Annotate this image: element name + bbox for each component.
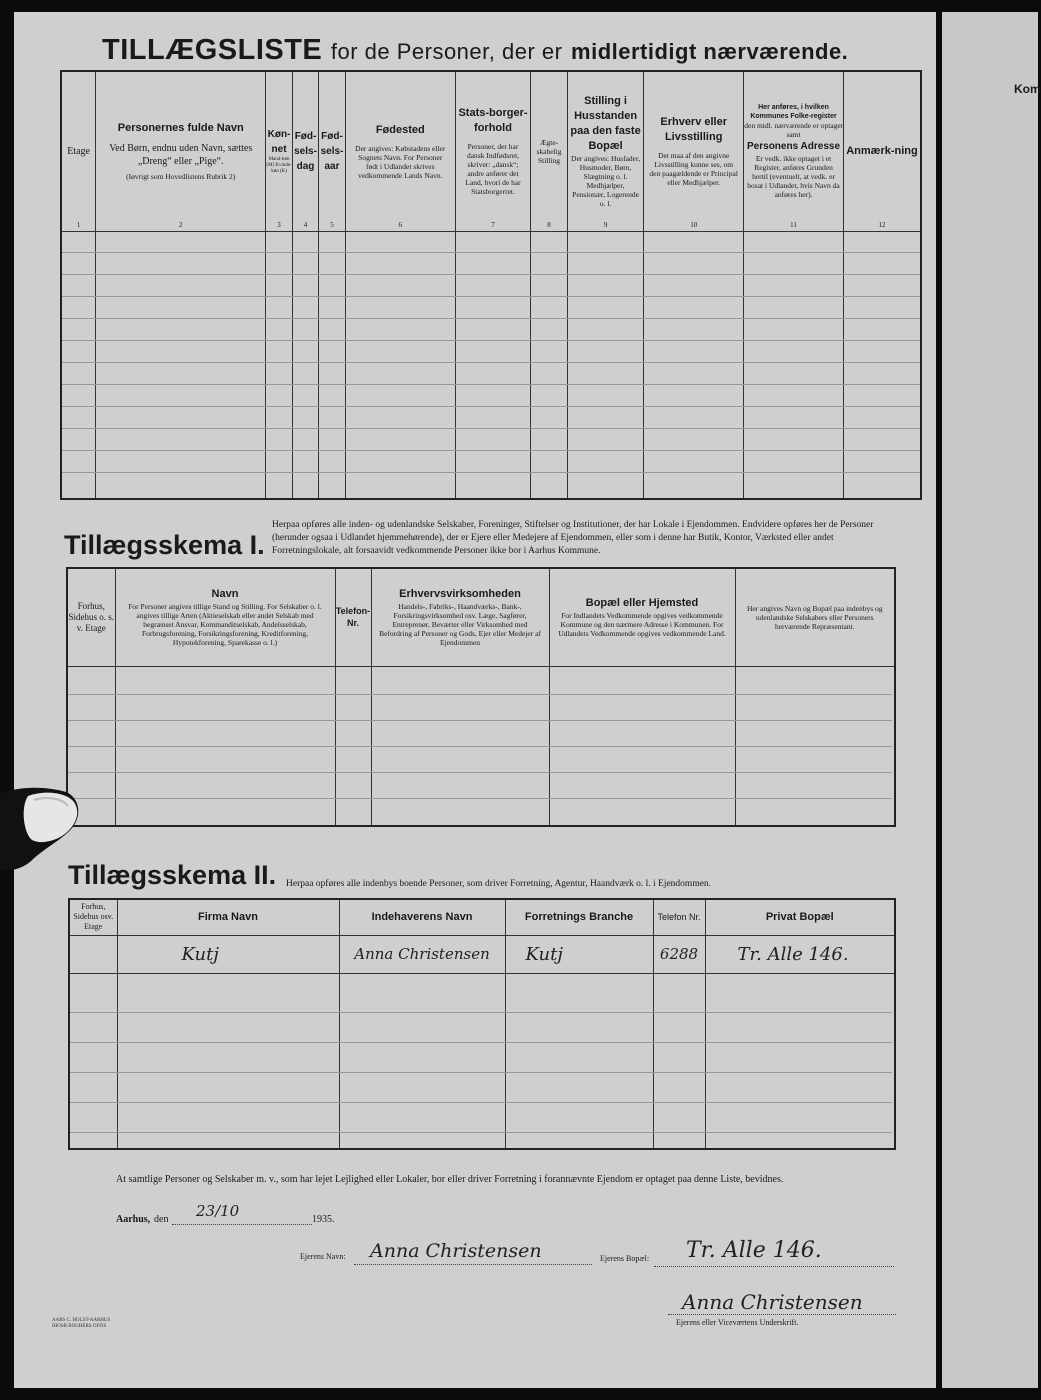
s2-col-bopael: Privat Bopæl: [705, 899, 895, 935]
skema2-title: Tillægsskema II.: [68, 860, 277, 890]
col-marital: Ægte-skabelig Stilling 8: [531, 71, 568, 231]
s2-cell-telefon: 6288: [653, 935, 705, 973]
date-handwritten: 23/10: [196, 1202, 240, 1220]
skema2-description: Herpaa opføres alle indenbys boende Personer, som driver Forretning, Agentur, Haandværk o. l. i Ejendommen.: [286, 879, 712, 889]
skema2-table: [68, 898, 896, 1150]
s1-col-repraesentant: Her angives Navn og Bopæl paa indenbys og udenlandske Selskabers eller Personers herværende Repræsentant.: [735, 568, 895, 666]
s2-col-indehaver: Indehaverens Navn: [339, 899, 505, 935]
s2-cell-bopael: Tr. Alle 146.: [705, 935, 895, 973]
title-mid: for de Personer, der er: [330, 39, 563, 64]
col-gender: Køn-net Mand-køn (M) Kvinde-køn (K) 3: [266, 71, 292, 231]
adjacent-page: [942, 12, 1041, 1388]
col-remarks: Anmærk-ning 12: [843, 71, 921, 231]
skema1-table: [66, 567, 896, 827]
col-etage: Etage 1: [61, 71, 96, 231]
s2-col-telefon: Telefon Nr.: [653, 899, 705, 935]
title-lead: TILLÆGSLISTE: [102, 34, 323, 66]
skema1-title: Tillægsskema I.: [64, 530, 265, 560]
signature-label: Ejerens eller Viceværtens Underskrift.: [676, 1318, 799, 1327]
form-title: [102, 34, 848, 67]
skema1-description: Herpaa opføres alle inden- og udenlandske Selskaber, Foreninger, Stiftelser og Institutioner, der har Lokale i Ejendommen. Endvidere opføres her de Personer (herunder ogsaa i Udlandet hjemmehørende), der er Ejere eller Medejere af Ejendommen, eller som i denne har Butik, Kontor, Værksted eller andet Forretningslokale, alt forsaavidt vedkommende Personer ikke bor i Aarhus Kommune.: [272, 520, 874, 556]
s2-cell-branche: Kutj: [505, 935, 653, 973]
col-full-name: Personernes fulde Navn Ved Børn, endnu uden Navn, sættes „Dreng“ eller „Pige“. (Iøvrigt som Hovedlistens Rubrik 2) 2: [96, 71, 266, 231]
s1-col-etage: Forhus, Sidehus o. s. v. Etage: [67, 568, 115, 666]
main-list-table: [60, 70, 922, 500]
col-birthplace: Fødested Der angives: Købstadens eller Sognets Navn. For Personer født i Udlandet skrives vedkommende Lands Navn. 6: [345, 71, 455, 231]
s2-cell-firma: Kutj: [117, 935, 339, 973]
thumb-photo-artifact: [0, 782, 80, 872]
col-occupation: Erhverv eller Livsstilling Det maa af den angivne Livsstilling kunne ses, om den paagældende er Principal eller Medhjælper. 10: [644, 71, 744, 231]
signature-handwritten: Anna Christensen: [682, 1290, 863, 1314]
city-label: Aarhus,: [116, 1214, 151, 1225]
form-sheet: [14, 12, 936, 1388]
printer-imprint: AARS C. HOLST-AARHUS IHOSB BOGHERS OFFIS: [52, 1318, 111, 1329]
col-address: Her anføres, i hvilken Kommunes Folke-register den midl. nærværende er optaget samt Personens Adresse Er vedk. ikke optaget i et Register, anføres Grunden hertil (eventuelt, at vedk. er bosat i Udlandet, hvis Navn da anføres her). 11: [744, 71, 844, 231]
s1-col-erhverv: Erhvervsvirksomheden Handels-, Fabriks-, Haandværks-, Bank-, Forsikringsvirksomhed osv. Læge, Sagfører, Entreprenør, Beværter eller Virksomhed med Befordring af Personer og Gods, Ejer eller Medejer af Ejendommen: [371, 568, 549, 666]
col-birthday: Fød-sels-dag 4: [292, 71, 318, 231]
col-birthyear: Fød-sels-aar 5: [319, 71, 345, 231]
owner-name-label: Ejerens Navn:: [300, 1252, 346, 1261]
table-row: [69, 935, 895, 973]
s2-cell-indehaver: Anna Christensen: [339, 935, 505, 973]
s2-col-branche: Forretnings Branche: [505, 899, 653, 935]
owner-address-label: Ejerens Bopæl:: [600, 1254, 650, 1263]
adjacent-page-fragment: Kom: [1014, 82, 1041, 96]
s1-col-telefon: Telefon-Nr.: [335, 568, 371, 666]
attestation-text: At samtlige Personer og Selskaber m. v., som har lejet Lejlighed eller Lokaler, bor eller driver Forretning i forannævnte Ejendom er optaget paa denne Liste, bevidnes.: [116, 1174, 784, 1185]
title-tail: midlertidigt nærværende.: [571, 39, 849, 64]
year-label: 1935.: [312, 1214, 335, 1225]
s2-cell-etage: [69, 935, 117, 973]
den-label: den: [154, 1214, 169, 1225]
col-household: Stilling i Husstanden paa den faste Bopæl Der angives: Husfader, Husmoder, Børn, Slægtning o. l. Medhjælper, Pensionær, Logerende o. l. 9: [567, 71, 643, 231]
owner-name-handwritten: Anna Christensen: [370, 1240, 542, 1262]
s1-col-bopael: Bopæl eller Hjemsted For Indlandets Vedkommende opgives vedkommende Kommune og den nærmere Adresse i Kommunen. For Udlandets Vedkommende opgives vedkommende Land.: [549, 568, 735, 666]
col-citizenship: Stats-borger-forhold Personer, der har dansk Indfødsret, skriver: „dansk“; andre anfører det Land, hvori de har Statsborgerret. 7: [455, 71, 530, 231]
s2-col-etage: Forhus, Sidehus osv. Etage: [69, 899, 117, 935]
s1-col-navn: Navn For Personer angives tillige Stand og Stilling. For Selskaber o. l. angives tillige Arten (Aktieselskab eller andet Selskab med begrænset Ansvar, Kommanditselskab, Andelsselskab, Forbrugsforening, Forsikringsforening, Kreditforening, Hypotekforening, Sparekasse o. l.): [115, 568, 335, 666]
owner-address-handwritten: Tr. Alle 146.: [686, 1238, 822, 1263]
s2-col-firma: Firma Navn: [117, 899, 339, 935]
